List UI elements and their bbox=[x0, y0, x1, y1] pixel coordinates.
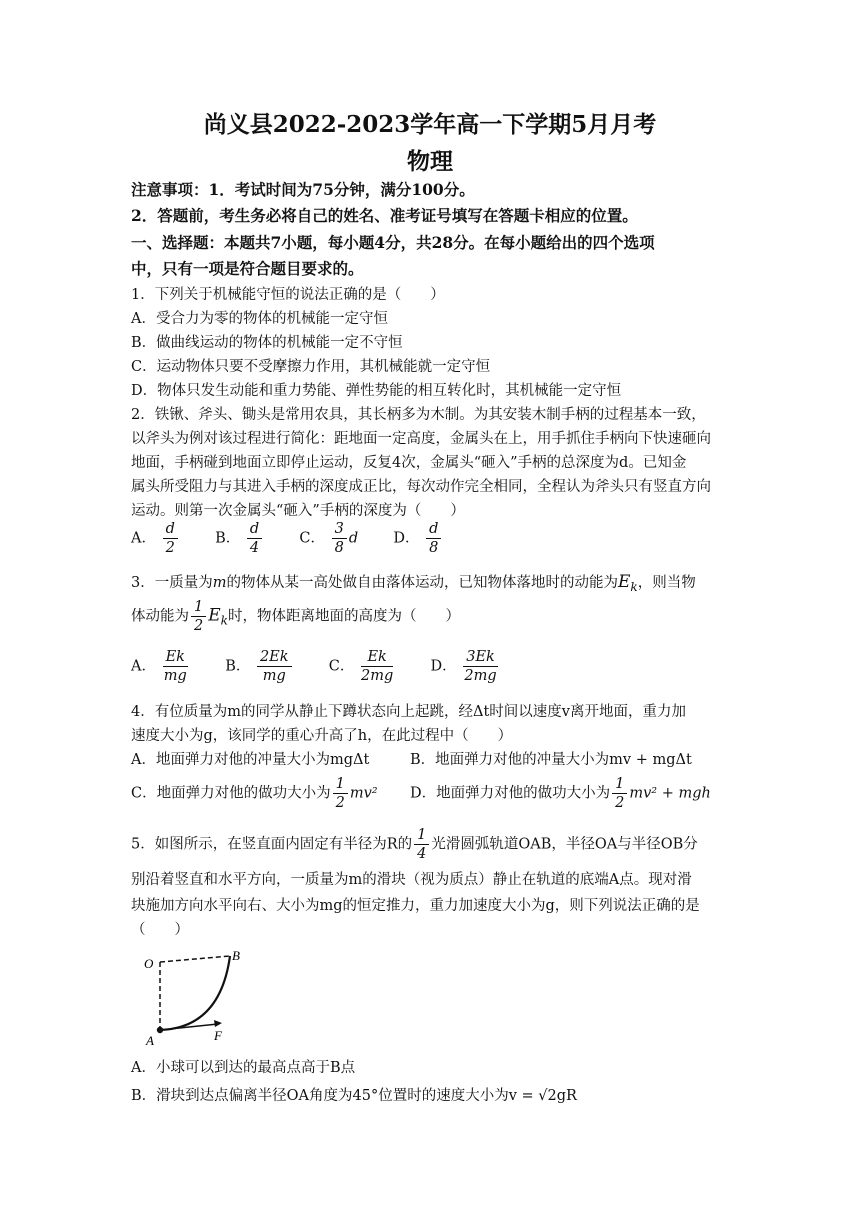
slider-block bbox=[157, 1027, 163, 1033]
q4-option-b: B．地面弹力对他的冲量大小为mv + mgΔt bbox=[410, 752, 692, 768]
q2-option-a-label: A． bbox=[131, 530, 156, 547]
exam-title: 尚义县2022-2023学年高一下学期5月月考 bbox=[203, 111, 657, 138]
q2-line-1: 2．铁锹、斧头、锄头是常用农具，其长柄多为木制。为其安装木制手柄的过程基本一致， bbox=[131, 407, 706, 423]
q4-line-1: 4．有位质量为m的同学从静止下蹲状态向上起跳，经Δt时间以速度v离开地面，重力加 bbox=[131, 704, 686, 720]
q2-line-4: 属头所受阻力与其进入手柄的深度成正比，每次动作完全相同，全程认为斧头只有竖直方向 bbox=[131, 479, 711, 495]
q2-options: A． $\frac{d}{2}$ B． $\frac{d}{4}$ C． $\frac{3}{8}$ d D． $\frac{d}{8}$ bbox=[131, 520, 443, 557]
q5-option-a: A．小球可以到达的最高点高于B点 bbox=[131, 1060, 356, 1076]
q2-option-c-fraction: $\frac{3}{8}$ bbox=[332, 520, 347, 557]
label-a: A bbox=[146, 1033, 154, 1048]
q3-option-d-label: D． bbox=[430, 658, 457, 675]
label-o: O bbox=[144, 956, 154, 971]
q5-line-4: （ ） bbox=[131, 922, 189, 938]
q3-option-b-fraction: $\frac{2Ek}{mg}$ bbox=[257, 648, 292, 685]
q5-quarter-fraction: $\frac{1}{4}$ bbox=[414, 826, 429, 863]
arc-track bbox=[160, 956, 230, 1030]
q4-option-d: D．地面弹力对他的做功大小为 $\frac{1}{2}$ mv² + mgh bbox=[410, 776, 711, 811]
q3-option-a-label: A． bbox=[131, 658, 156, 675]
q2-option-b-fraction: $\frac{d}{4}$ bbox=[247, 520, 262, 557]
q2-option-d-label: D． bbox=[393, 530, 420, 547]
force-f-arrowhead bbox=[214, 1020, 222, 1027]
label-b: B bbox=[232, 948, 240, 963]
q5-line-1: 5．如图所示，在竖直面内固定有半径为R的 $\frac{1}{4}$ 光滑圆弧轨道OAB，半径OA与半径OB分 bbox=[131, 827, 698, 862]
q3-option-b-label: B． bbox=[225, 658, 251, 675]
q1-option-d: D．物体只发生动能和重力势能、弹性势能的相互转化时，其机械能一定守恒 bbox=[131, 383, 622, 399]
q3-option-c-fraction: $\frac{Ek}{2mg}$ bbox=[361, 649, 394, 684]
q2-line-3: 地面，手柄碰到地面立即停止运动，反复4次，金属头“砸入”手柄的总深度为d。已知金 bbox=[131, 455, 687, 471]
q2-option-b-label: B． bbox=[215, 530, 241, 547]
q3-option-d-fraction: $\frac{3Ek}{2mg}$ bbox=[464, 649, 497, 684]
q3-line-1: 3．一质量为m的物体从某一高处做自由落体运动，已知物体落地时的动能为$E_k$，则当物 bbox=[131, 572, 696, 594]
q1-option-c: C．运动物体只要不受摩擦力作用，其机械能就一定守恒 bbox=[131, 359, 491, 375]
q1-option-a: A．受合力为零的物体的机械能一定守恒 bbox=[131, 311, 388, 327]
q2-option-a-fraction: $\frac{d}{2}$ bbox=[163, 520, 178, 557]
section-1-heading-a: 一、选择题：本题共7小题，每小题4分，共28分。在每小题给出的四个选项 bbox=[131, 233, 655, 252]
q5-arc-track-diagram bbox=[138, 948, 254, 1048]
q2-option-c-label: C． bbox=[299, 530, 325, 547]
q5-line-2: 别沿着竖直和水平方向，一质量为m的滑块（视为质点）静止在轨道的底端A点。现对滑 bbox=[131, 872, 692, 888]
q1-stem: 1．下列关于机械能守恒的说法正确的是（ ） bbox=[131, 287, 445, 303]
q2-line-5: 运动。则第一次金属头“砸入”手柄的深度为（ ） bbox=[131, 503, 465, 519]
q3-option-c-label: C． bbox=[328, 658, 355, 675]
radius-ob-dashed-line bbox=[160, 956, 230, 962]
q3-option-a-fraction: $\frac{Ek}{mg}$ bbox=[163, 649, 187, 684]
q2-line-2: 以斧头为例对该过程进行简化：距地面一定高度，金属头在上，用手抓住手柄向下快速砸向 bbox=[131, 431, 711, 447]
note-2: 2．答题前，考生务必将自己的姓名、准考证号填写在答题卡相应的位置。 bbox=[131, 206, 638, 225]
q4-option-c-fraction: $\frac{1}{2}$ bbox=[333, 775, 348, 812]
section-1-heading-b: 中，只有一项是符合题目要求的。 bbox=[131, 259, 364, 278]
q5-line-3: 块施加方向水平向右、大小为mg的恒定推力，重力加速度大小为g，则下列说法正确的是 bbox=[131, 898, 700, 914]
subject-title: 物理 bbox=[407, 148, 453, 175]
q4-option-c: C．地面弹力对他的做功大小为 $\frac{1}{2}$ mv² bbox=[131, 776, 378, 811]
q5-option-b: B．滑块到达点偏离半径OA角度为45°位置时的速度大小为v = √2gR bbox=[131, 1088, 577, 1104]
q3-line-2: 体动能为 $\frac{1}{2}$ $E_k$时，物体距离地面的高度为（ ） bbox=[131, 599, 460, 634]
q2-option-d-fraction: $\frac{d}{8}$ bbox=[426, 520, 441, 557]
q4-option-d-fraction: $\frac{1}{2}$ bbox=[612, 775, 627, 812]
q1-option-b: B．做曲线运动的物体的机械能一定不守恒 bbox=[131, 335, 403, 351]
note-1: 注意事项：1．考试时间为75分钟，满分100分。 bbox=[131, 180, 475, 199]
label-f: F bbox=[214, 1028, 222, 1043]
q3-half-fraction: $\frac{1}{2}$ bbox=[191, 598, 206, 635]
q4-line-2: 速度大小为g，该同学的重心升高了h，在此过程中（ ） bbox=[131, 728, 513, 744]
q3-options bbox=[131, 648, 500, 685]
q4-option-a: A．地面弹力对他的冲量大小为mgΔt bbox=[131, 752, 370, 768]
